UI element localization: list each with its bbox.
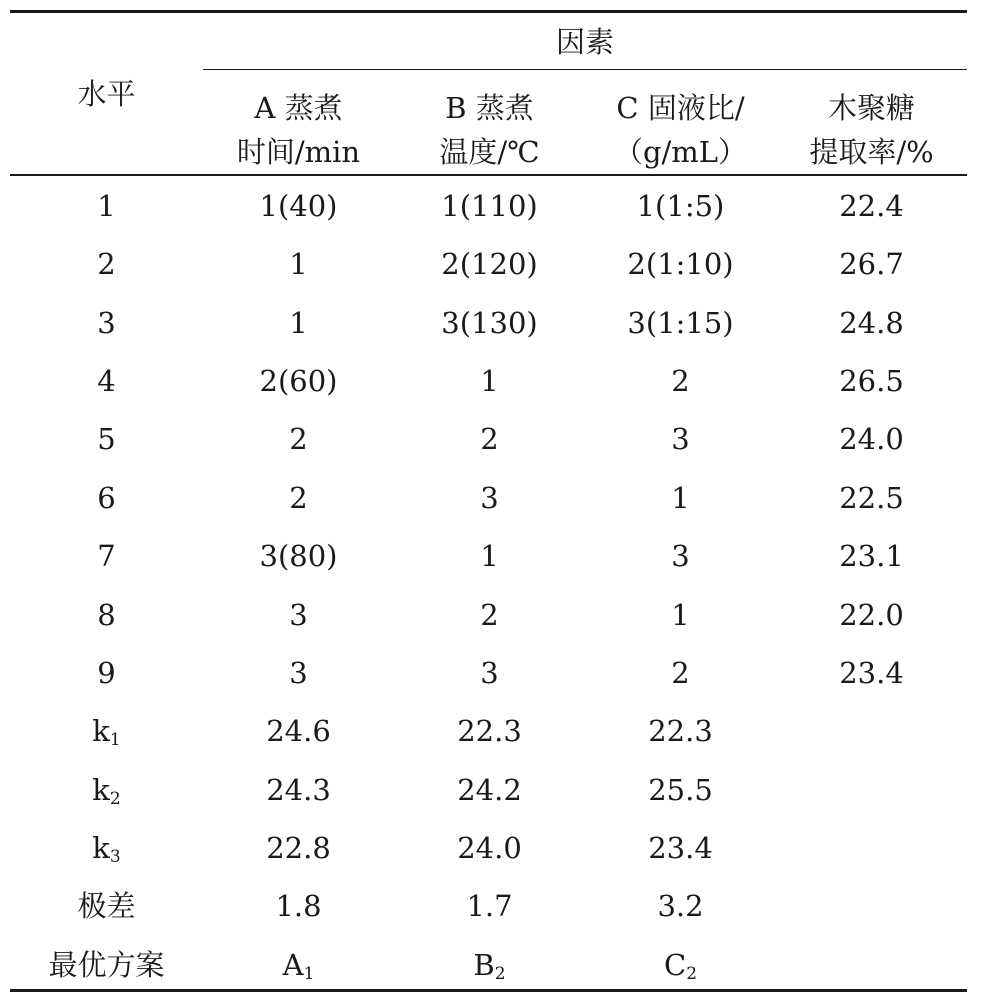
cell-c: 1 (671, 481, 690, 515)
cell-c: 1(1:5) (636, 189, 725, 223)
cell-b: 2 (480, 598, 499, 632)
cell-a: 1(40) (259, 189, 338, 223)
cell-a: 1 (289, 306, 308, 340)
cell-level: 4 (97, 364, 116, 398)
header-col-c-line1: C 固液比/ (616, 91, 745, 125)
cell-b: 2 (480, 422, 499, 456)
header-bottom-rule (10, 174, 967, 176)
cell-level: 3 (97, 306, 116, 340)
cell-level: 8 (97, 598, 116, 632)
cell-b: 22.3 (457, 714, 522, 748)
cell-b: 1.7 (466, 889, 513, 923)
cell-k-label (10, 830, 203, 866)
cell-level: 7 (97, 539, 116, 573)
table-row (10, 410, 967, 468)
cell-level: 6 (97, 481, 116, 515)
header-col-a-line1: A 蒸煮 (254, 91, 343, 125)
cell-c: 25.5 (648, 773, 713, 807)
cell-b: 3 (480, 481, 499, 515)
cell-yield: 26.7 (839, 247, 904, 281)
table-row (10, 177, 967, 235)
cell-c: 23.4 (648, 831, 713, 865)
header-col-b-line2: 温度/℃ (439, 135, 540, 169)
table-row (10, 235, 967, 293)
cell-c: 2(1:10) (627, 247, 734, 281)
best-b-base: B (473, 948, 495, 982)
cell-a: 24.6 (266, 714, 331, 748)
header-factor: 因素 (555, 25, 614, 59)
cell-best-b (394, 947, 585, 983)
table-row (10, 352, 967, 410)
cell-c: 2 (671, 656, 690, 690)
cell-yield: 24.8 (839, 306, 904, 340)
cell-yield: 23.4 (839, 656, 904, 690)
header-col-c-line2: （g/mL） (613, 135, 748, 169)
factor-rule (203, 69, 967, 70)
cell-c: 3 (671, 422, 690, 456)
cell-level: 9 (97, 656, 116, 690)
cell-c: 3.2 (657, 889, 704, 923)
cell-best-c (585, 947, 776, 983)
cell-yield: 22.0 (839, 598, 904, 632)
table-row (10, 469, 967, 527)
cell-b: 24.2 (457, 773, 522, 807)
k-row (10, 702, 967, 760)
cell-yield: 23.1 (839, 539, 904, 573)
cell-range-label: 极差 (77, 889, 136, 923)
best-c-subscript: 2 (686, 964, 698, 984)
cell-a: 1 (289, 247, 308, 281)
best-a-base: A (282, 948, 304, 982)
range-row (10, 877, 967, 935)
cell-b: 3(130) (441, 306, 538, 340)
table-row (10, 644, 967, 702)
cell-b: 1 (480, 539, 499, 573)
cell-level: 1 (97, 189, 116, 223)
cell-c: 1 (671, 598, 690, 632)
header-col-b-line1: B 蒸煮 (445, 91, 534, 125)
cell-a: 2(60) (259, 364, 338, 398)
cell-c: 3(1:15) (627, 306, 734, 340)
header-level: 水平 (77, 77, 136, 111)
cell-c: 3 (671, 539, 690, 573)
top-rule (10, 10, 967, 13)
best-a-subscript: 1 (303, 964, 315, 984)
k-row (10, 761, 967, 819)
cell-yield: 26.5 (839, 364, 904, 398)
cell-a: 1.8 (275, 889, 322, 923)
cell-b: 2(120) (441, 247, 538, 281)
table-row (10, 294, 967, 352)
k-base: k (92, 831, 110, 865)
cell-yield: 22.5 (839, 481, 904, 515)
cell-a: 24.3 (266, 773, 331, 807)
cell-a: 2 (289, 481, 308, 515)
cell-b: 1 (480, 364, 499, 398)
table-row (10, 586, 967, 644)
cell-k-label (10, 772, 203, 808)
cell-b: 3 (480, 656, 499, 690)
header-col-b (394, 86, 585, 174)
header-col-yield-line2: 提取率/% (809, 135, 934, 169)
header-col-a (203, 86, 394, 174)
cell-b: 1(110) (441, 189, 538, 223)
cell-yield: 22.4 (839, 189, 904, 223)
cell-a: 3 (289, 598, 308, 632)
k-base: k (92, 773, 110, 807)
header-col-c (585, 86, 776, 174)
cell-a: 3(80) (259, 539, 338, 573)
cell-b: 24.0 (457, 831, 522, 865)
cell-c: 2 (671, 364, 690, 398)
cell-best-a (203, 947, 394, 983)
header-col-yield-line1: 木聚糖 (827, 91, 915, 125)
best-b-subscript: 2 (494, 964, 506, 984)
cell-a: 3 (289, 656, 308, 690)
k-subscript: 3 (109, 847, 121, 867)
cell-best-label: 最优方案 (48, 948, 165, 982)
table-row (10, 527, 967, 585)
cell-yield: 24.0 (839, 422, 904, 456)
k-subscript: 1 (109, 730, 121, 750)
cell-level: 2 (97, 247, 116, 281)
k-row (10, 819, 967, 877)
k-subscript: 2 (109, 789, 121, 809)
cell-k-label (10, 713, 203, 749)
cell-a: 22.8 (266, 831, 331, 865)
best-c-base: C (663, 948, 687, 982)
header-col-a-line2: 时间/min (236, 135, 361, 169)
best-scheme-row (10, 936, 967, 994)
header-col-yield (776, 86, 967, 174)
cell-a: 2 (289, 422, 308, 456)
cell-level: 5 (97, 422, 116, 456)
k-base: k (92, 714, 110, 748)
cell-c: 22.3 (648, 714, 713, 748)
